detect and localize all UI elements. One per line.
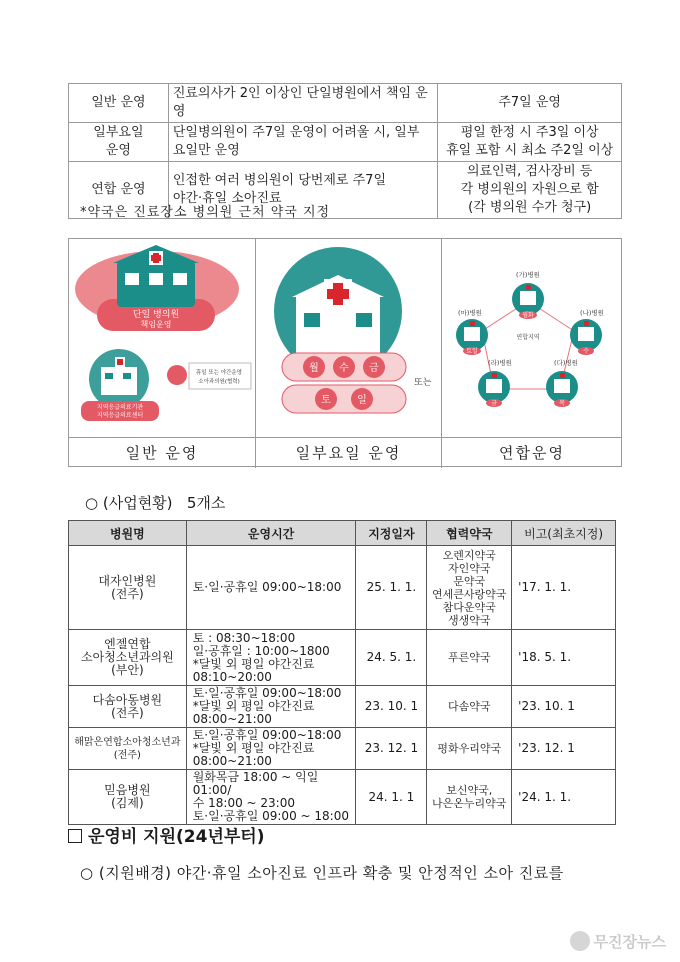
svg-text:책임운영: 책임운영 <box>140 320 172 329</box>
operating-hours-line: *달빛 외 평일 야간진료 <box>192 656 315 671</box>
partner-pharmacy-line: 푸른약국 <box>447 651 491 664</box>
operating-hours-line: *달빛 외 평일 야간진료 <box>192 699 315 713</box>
first-designation: '17. 1. 1. <box>512 546 616 630</box>
support-background-line: ○ (지원배경) 야간·휴일 소아진료 인프라 확충 및 안정적인 소아 진료를 <box>80 864 564 882</box>
figure-panel-partial-days <box>256 239 442 468</box>
partial-days-illustration <box>256 239 441 437</box>
hospital-name-line: 다솜아동병원 <box>92 692 163 707</box>
svg-text:(마)병원: (마)병원 <box>458 309 482 317</box>
operating-hours <box>186 686 356 728</box>
requirement-line: 각 병의원의 자원으로 함 <box>460 182 599 197</box>
svg-text:(나)병원: (나)병원 <box>580 309 604 317</box>
designation-date: 24. 1. 1 <box>356 770 427 825</box>
partner-pharmacy-line: 참다운약국 <box>442 600 496 614</box>
partner-pharmacy <box>427 686 512 728</box>
svg-text:금: 금 <box>491 400 497 407</box>
description-line: 요일만 운영 <box>172 143 240 158</box>
partner-pharmacy <box>427 728 512 770</box>
designation-date: 23. 10. 1 <box>356 686 427 728</box>
status-count: 5개소 <box>186 494 226 512</box>
svg-text:단일 병의원: 단일 병의원 <box>132 310 180 320</box>
operating-hours-line: 토·일·공휴일 09:00 ~ 18:00 <box>192 809 349 823</box>
svg-text:일: 일 <box>357 395 367 406</box>
operation-description <box>168 123 437 162</box>
operation-requirement <box>438 162 622 219</box>
header-hours: 운영시간 <box>186 521 356 546</box>
table-row <box>69 123 622 162</box>
first-designation: '23. 10. 1 <box>512 686 616 728</box>
partner-pharmacy-line: 자인약국 <box>447 561 491 575</box>
operation-description <box>168 84 437 123</box>
designation-date: 25. 1. 1. <box>356 546 427 630</box>
table-row <box>69 686 616 728</box>
section-heading <box>68 822 265 847</box>
svg-text:토일: 토일 <box>466 348 478 355</box>
header-pharmacy: 협력약국 <box>427 521 512 546</box>
partner-pharmacy-line: 다솜약국 <box>447 700 491 713</box>
hospital-name-line: 해맑은연합소아청소년과 <box>74 736 181 748</box>
svg-text:휴일 또는 야간운영: 휴일 또는 야간운영 <box>195 370 243 376</box>
svg-text:월화: 월화 <box>522 312 534 319</box>
first-designation: '24. 1. 1. <box>512 770 616 825</box>
requirement-line: 의료인력, 검사장비 등 <box>466 164 593 179</box>
partner-pharmacy-line: 연세큰사랑약국 <box>432 587 507 601</box>
svg-text:수: 수 <box>339 363 349 374</box>
partner-pharmacy-line: 평화우리약국 <box>437 742 502 755</box>
operating-hours <box>186 546 356 630</box>
header-date: 지정일자 <box>356 521 427 546</box>
watermark <box>570 931 666 952</box>
hospital-name <box>69 546 187 630</box>
table-row <box>69 630 616 686</box>
designation-date: 24. 5. 1. <box>356 630 427 686</box>
partner-pharmacy <box>427 770 512 825</box>
table-row <box>69 84 622 123</box>
partner-pharmacy-line: 오렌지약국 <box>442 548 496 562</box>
operating-hours-line: 토 : 08:30~18:00 <box>192 630 296 645</box>
hospital-name-line: (전주) <box>113 749 141 761</box>
hospital-name-line: (김제) <box>111 796 144 810</box>
operation-type: 연합 운영 <box>69 162 169 219</box>
operating-hours-line: 수 18:00 ~ 23:00 <box>192 796 295 810</box>
description-line: 야간·휴일 소아진료 <box>172 191 282 206</box>
operating-hours-line: 08:00~21:00 <box>192 712 272 726</box>
caption-general: 일반 운영 <box>69 437 255 468</box>
svg-text:소아과의원(협력): 소아과의원(협력) <box>198 379 240 385</box>
operating-hours-line: *달빛 외 평일 야간진료 <box>192 741 315 755</box>
header-note: 비고(최초지정) <box>512 521 616 546</box>
operating-hours-line: 토·일·공휴일 09:00~18:00 <box>192 686 342 700</box>
requirement-line: 휴일 포함 시 최소 주2일 이상 <box>446 143 614 158</box>
hospital-name-line: (부안) <box>111 663 144 677</box>
hospital-name-line: (전주) <box>111 586 144 601</box>
operation-types-figure <box>68 238 622 467</box>
status-label: ○ (사업현황) <box>85 494 173 512</box>
operating-hours-line: 토·일·공휴일 09:00~18:00 <box>192 728 342 742</box>
operating-hours-line: 월화목금 18:00 ~ 익일 01:00/ <box>192 770 319 797</box>
requirement-line: (각 병의원 수가 청구) <box>468 200 592 215</box>
watermark-logo-icon <box>570 931 590 951</box>
description-line: 진료의사가 2인 이상인 단일병원에서 책임 운영 <box>172 86 428 119</box>
hospital-name-line: 대자인병원 <box>98 573 157 588</box>
hospital-name-line: 엔젤연합 <box>104 637 151 651</box>
hospitals-table <box>68 520 616 825</box>
operating-hours-line: 08:00~21:00 <box>192 754 272 768</box>
hospital-name-line: 소아청소년과의원 <box>80 650 174 664</box>
partner-pharmacy <box>427 546 512 630</box>
first-designation: '23. 12. 1 <box>512 728 616 770</box>
description-line: 단일병의원이 주7일 운영이 어려울 시, 일부 <box>172 125 420 140</box>
partner-pharmacy-line: 생생약국 <box>447 613 491 627</box>
operating-hours-line: 08:10~20:00 <box>192 669 272 684</box>
caption-partial-days: 일부요일 운영 <box>256 437 441 468</box>
svg-text:또는: 또는 <box>414 378 432 388</box>
hospital-name <box>69 770 187 825</box>
designation-date: 23. 12. 1 <box>356 728 427 770</box>
table-row <box>69 728 616 770</box>
hospital-name <box>69 728 187 770</box>
svg-text:토: 토 <box>321 395 331 406</box>
partner-pharmacy-line: 문약국 <box>453 574 486 588</box>
watermark-text: 무진장뉴스 <box>593 933 666 951</box>
operating-hours-line: 토·일·공휴일 09:00~18:00 <box>192 580 342 594</box>
operation-type: 일부요일 운영 <box>69 123 169 162</box>
operating-hours <box>186 630 356 686</box>
svg-text:목: 목 <box>559 400 565 407</box>
joint-operation-illustration <box>442 239 622 437</box>
table-header-row <box>69 521 616 546</box>
svg-text:(가)병원: (가)병원 <box>516 271 540 279</box>
operation-type: 일반 운영 <box>69 84 169 123</box>
section-title: 운영비 지원(24년부터) <box>88 827 265 847</box>
description-line: 인접한 여러 병의원이 당번제로 주7일 <box>172 173 386 188</box>
hospital-name <box>69 686 187 728</box>
hospital-name <box>69 630 187 686</box>
svg-text:수: 수 <box>583 348 589 355</box>
operating-hours-line: 일·공휴일 : 10:00~1800 <box>192 643 330 658</box>
table-row <box>69 770 616 825</box>
partner-pharmacy <box>427 630 512 686</box>
table-row <box>69 546 616 630</box>
operation-requirement <box>438 84 622 123</box>
operation-types-table <box>68 83 622 219</box>
svg-text:연합지역: 연합지역 <box>516 334 540 341</box>
svg-text:금: 금 <box>369 363 379 374</box>
hospital-name-line: 믿음병원 <box>104 783 151 797</box>
hospital-name-line: (전주) <box>111 705 144 720</box>
svg-text:(다)병원: (다)병원 <box>554 359 578 367</box>
checkbox-bullet-icon <box>68 829 82 843</box>
partner-pharmacy-line: 나은온누리약국 <box>432 797 507 810</box>
operation-requirement <box>438 123 622 162</box>
requirement-line: 주7일 운영 <box>498 95 561 110</box>
requirement-line: 평일 한정 시 주3일 이상 <box>460 125 599 140</box>
operating-hours <box>186 728 356 770</box>
partner-pharmacy-line: 보신약국, <box>446 784 493 797</box>
operating-hours <box>186 770 356 825</box>
figure-panel-joint <box>442 239 622 468</box>
svg-text:지역응급의료센터: 지역응급의료센터 <box>96 412 144 419</box>
first-designation: '18. 5. 1. <box>512 630 616 686</box>
figure-panel-general <box>69 239 256 468</box>
svg-text:월: 월 <box>309 363 319 374</box>
header-hospital: 병원명 <box>69 521 187 546</box>
caption-joint: 연합운영 <box>442 437 622 468</box>
single-hospital-illustration <box>69 239 255 437</box>
pharmacy-footnote: *약국은 진료장소 병의원 근처 약국 지정 <box>80 205 331 220</box>
svg-text:지역응급의료기관: 지역응급의료기관 <box>96 404 144 411</box>
business-status-line <box>85 492 225 513</box>
svg-text:(라)병원: (라)병원 <box>488 359 512 367</box>
